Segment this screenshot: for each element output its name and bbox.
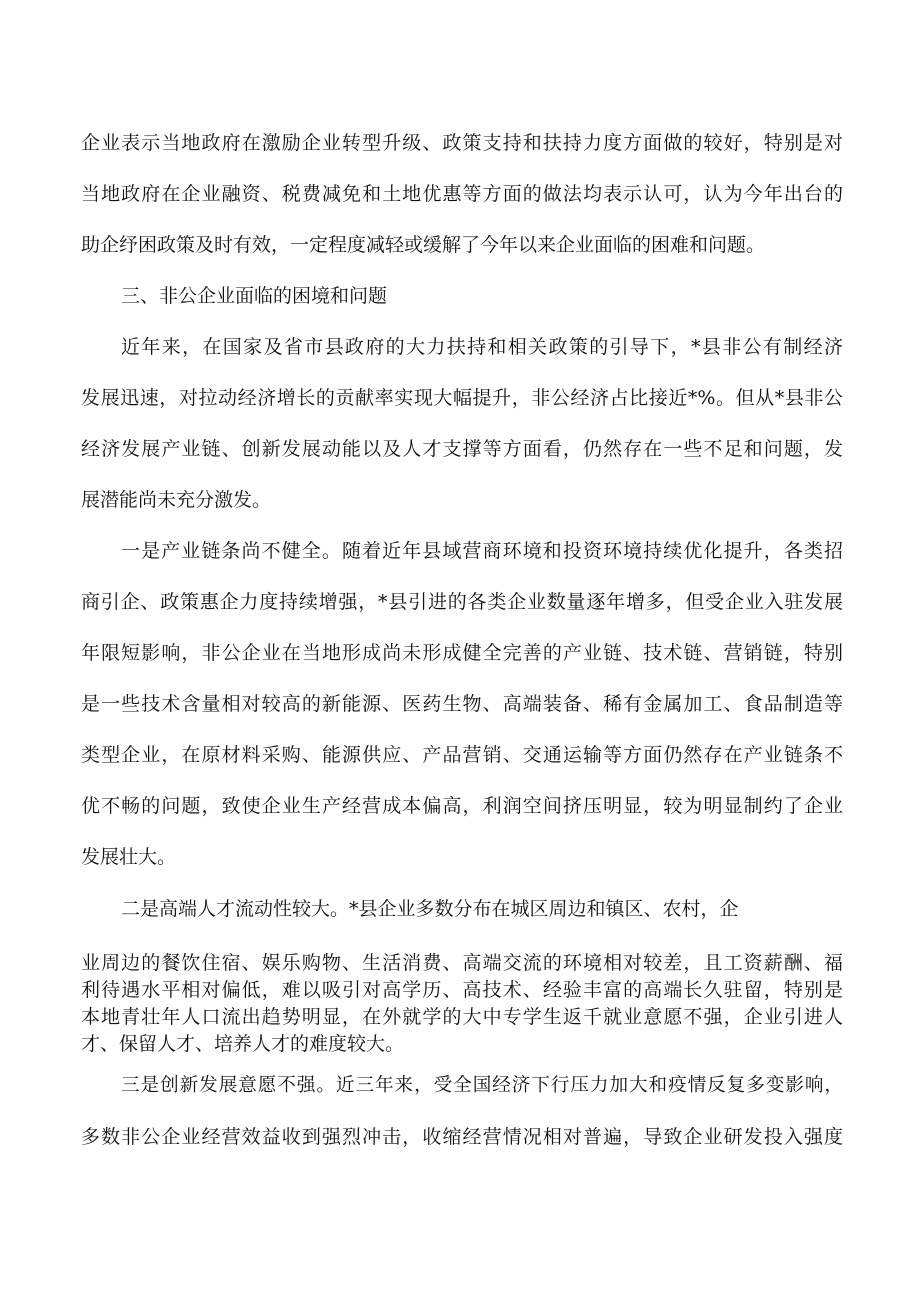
paragraph-4-line-4: 本地青壮年人口流出趋势明显，在外就学的大中专学生返千就业意愿不强，企业引进人: [81, 1006, 843, 1028]
paragraph-5-line-1: 三是创新发展意愿不强。近三年来，受全国经济下行压力加大和疫情反复多变影响，: [121, 1075, 843, 1096]
paragraph-4-line-3: 利待遇水平相对偏低，难以吸引对高学历、高技术、经验丰富的高端长久驻留，特别是: [81, 979, 843, 1001]
paragraph-1-line-3: 助企纾困政策及时有效，一定程度减轻或缓解了今年以来企业面临的困难和问题。: [81, 234, 766, 256]
paragraph-1-line-2: 当地政府在企业融资、税费减免和土地优惠等方面的做法均表示认可，认为今年出台的: [81, 183, 843, 205]
paragraph-3-line-6: 优不畅的问题，致使企业生产经营成本偏高，利润空间挤压明显，较为明显制约了企业: [81, 795, 843, 817]
paragraph-3-line-5: 类型企业，在原材料采购、能源供应、产品营销、交通运输等方面仍然存在产业链条不: [81, 744, 843, 766]
paragraph-2-line-3: 经济发展产业链、创新发展动能以及人才支撑等方面看，仍然存在一些不足和问题，发: [81, 438, 843, 460]
paragraph-4-line-1: 二是高端人才流动性较大。*县企业多数分布在城区周边和镇区、农村，企: [121, 898, 739, 920]
paragraph-3-line-1: 一是产业链条尚不健全。随着近年县域营商环境和投资环境持续优化提升，各类招: [121, 540, 843, 562]
paragraph-2-line-1: 近年来，在国家及省市县政府的大力扶持和相关政策的引导下，*县非公有制经济: [121, 336, 843, 358]
paragraph-2-line-4: 展潜能尚未充分激发。: [81, 489, 272, 511]
section-heading: 三、非公企业面临的困境和问题: [121, 285, 388, 307]
paragraph-3-line-2: 商引企、政策惠企力度持续增强，*县引进的各类企业数量逐年增多，但受企业入驻发展: [81, 591, 843, 613]
paragraph-4-line-5: 才、保留人才、培养人才的难度较大。: [81, 1033, 405, 1055]
paragraph-1-line-1: 企业表示当地政府在激励企业转型升级、政策支持和扶持力度方面做的较好，特别是对: [81, 132, 843, 154]
paragraph-3-line-4: 是一些技术含量相对较高的新能源、医药生物、高端装备、稀有金属加工、食品制造等: [81, 693, 843, 715]
paragraph-2-line-2: 发展迅速，对拉动经济增长的贡献率实现大幅提升，非公经济占比接近*%。但从*县非公: [81, 387, 843, 409]
paragraph-3-line-3: 年限短影响，非公企业在当地形成尚未形成健全完善的产业链、技术链、营销链，特别: [81, 642, 843, 664]
paragraph-4-line-2: 业周边的餐饮住宿、娱乐购物、生活消费、高端交流的环境相对较差，且工资薪酬、福: [81, 952, 843, 974]
paragraph-5-line-2: 多数非公企业经营效益收到强烈冲击，收缩经营情况相对普遍，导致企业研发投入强度: [81, 1126, 843, 1148]
paragraph-3-line-7: 发展壮大。: [81, 846, 177, 868]
